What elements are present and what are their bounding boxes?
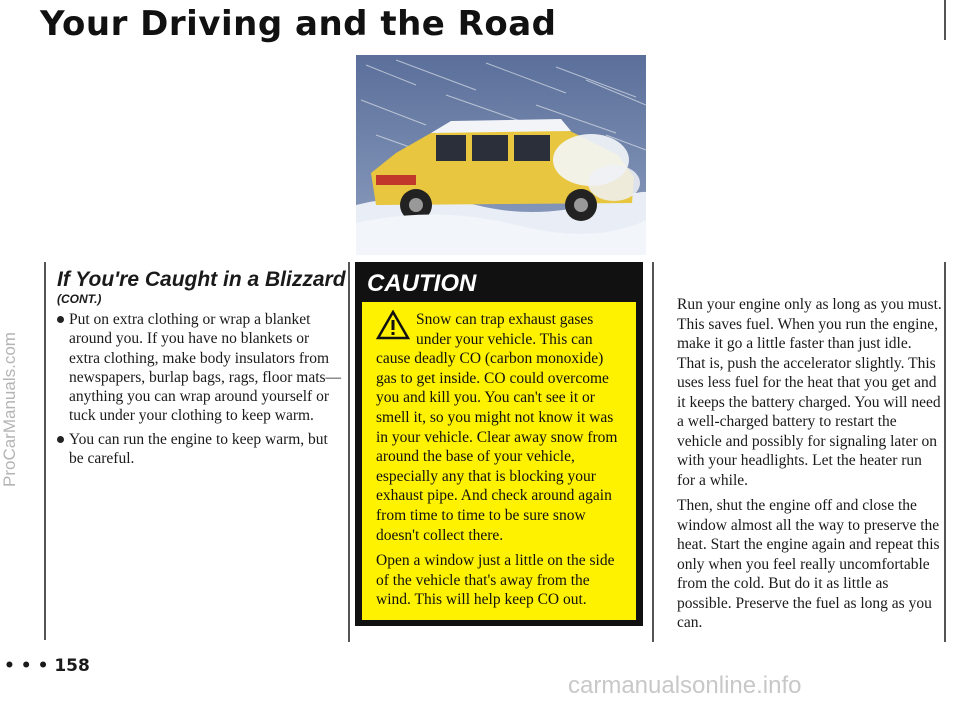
- right-rule: [652, 262, 654, 642]
- page-number: • • • 158: [4, 656, 90, 676]
- warning-triangle-icon: [376, 310, 410, 340]
- caution-box: [355, 262, 643, 626]
- body-paragraph: Then, shut the engine off and close the window almost all the way to preserve the heat. Start the engine again and repeat this only when you feel really uncomfortable from the cold. But do it as little as possible. Preserve the fuel as long as you can.: [677, 497, 940, 631]
- page-title: Your Driving and the Road: [40, 4, 557, 44]
- footer-watermark: carmanualsonline.info: [568, 672, 802, 699]
- list-item-text: You can run the engine to keep warm, but be careful.: [69, 430, 328, 468]
- list-item-text: Put on extra clothing or wrap a blanket around you. If you have no blankets or extra clothing, make body insulators from newspapers, burlap bags, rags, floor mats—anything you can wrap around yourself or tuck under your clothing to keep warm.: [69, 311, 342, 425]
- right-column: [677, 295, 943, 639]
- top-right-rule: [944, 0, 946, 40]
- body-paragraph: Run your engine only as long as you must. This saves fuel. When you run the engine, make it go a little faster than just idle. That is, push the accelerator slightly. This uses less fuel for the heat that you get and it keeps the battery charged. You will need a well-charged battery to restart the vehicle and possibly for signaling later on with your headlights. Let the heater run for a while.: [677, 296, 942, 489]
- left-column: [57, 310, 342, 472]
- center-rule: [348, 262, 350, 642]
- far-right-rule: [944, 262, 946, 642]
- caution-body: [362, 302, 636, 620]
- caution-paragraph: Snow can trap exhaust gases under your vehicle. This can cause deadly CO (carbon monoxide) gas to get inside. CO could overcome you and kill you. You can't see it or smell it, so you might not know it was in your vehicle. Clear away snow from around the base of your vehicle, especially any that is blocking your exhaust pipe. And check around again from time to time to be sure snow doesn't collect there.: [376, 311, 618, 544]
- sidebar-watermark: ProCarManuals.com: [0, 332, 19, 488]
- bullet-icon: [57, 436, 64, 443]
- section-heading: If You're Caught in a Blizzard: [57, 268, 346, 291]
- list-item: [57, 430, 342, 469]
- bullet-icon: [57, 316, 64, 323]
- caution-paragraph: Open a window just a little on the side of the vehicle that's away from the wind. This will help keep CO out.: [376, 552, 615, 609]
- caution-title: CAUTION: [367, 270, 477, 297]
- left-margin-rule: [44, 262, 46, 640]
- blizzard-car-photo: [356, 55, 646, 255]
- continued-label: (CONT.): [57, 292, 102, 306]
- list-item: [57, 310, 342, 426]
